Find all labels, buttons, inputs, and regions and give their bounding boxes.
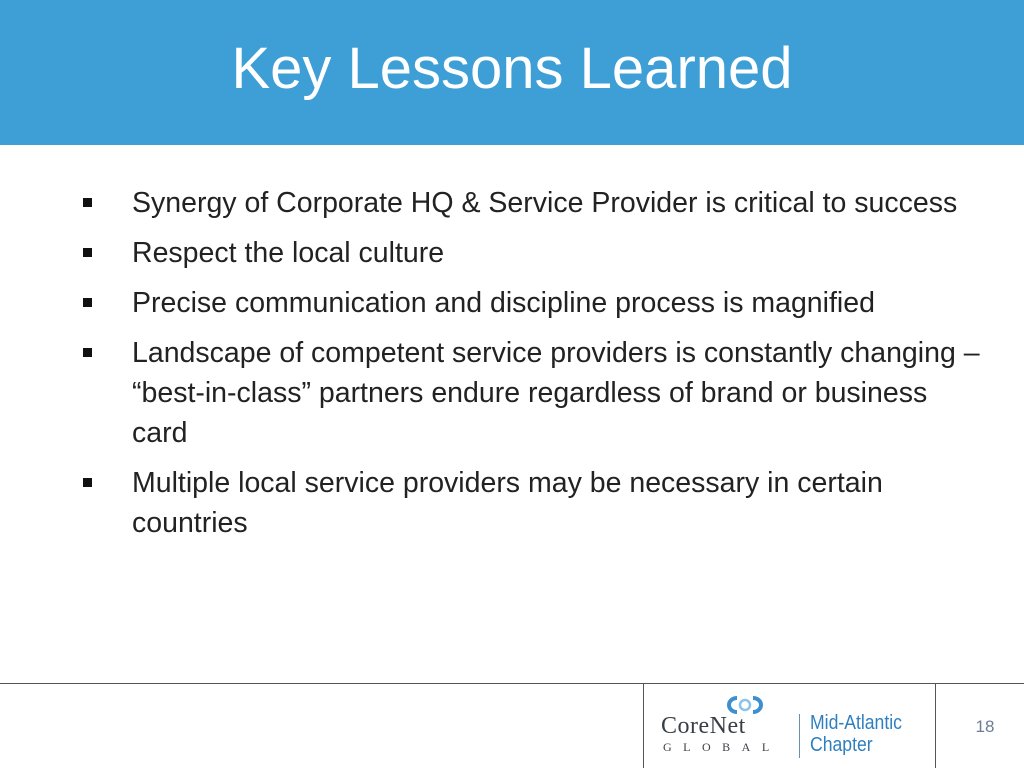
square-bullet-icon (83, 248, 92, 257)
title-bar (0, 0, 1024, 145)
chapter-line-1: Mid-Atlantic (810, 712, 902, 734)
square-bullet-icon (83, 348, 92, 357)
bullet-item (80, 233, 980, 273)
bullet-text: Synergy of Corporate HQ & Service Provider is critical to success (132, 187, 958, 219)
bullet-item (80, 463, 980, 543)
bullet-text: Multiple local service providers may be necessary in certain countries (132, 467, 883, 539)
global-logo-text: GLOBAL (663, 740, 781, 754)
logo-divider (799, 714, 800, 758)
bullet-item (80, 283, 980, 323)
corenet-logo-text: CoreNet (661, 713, 746, 739)
chapter-name (810, 712, 902, 756)
bullet-item (80, 183, 980, 223)
slide-title: Key Lessons Learned (231, 36, 793, 101)
bullet-text: Landscape of competent service providers is constantly changing – “best-in-class” partners endure regardless of brand or business card (132, 337, 980, 449)
bullet-text: Precise communication and discipline process is magnified (132, 287, 875, 319)
square-bullet-icon (83, 478, 92, 487)
page-number: 18 (975, 717, 995, 736)
bullet-list (80, 183, 980, 553)
square-bullet-icon (83, 198, 92, 207)
bullet-item (80, 333, 980, 453)
chapter-line-2: Chapter (810, 734, 873, 756)
square-bullet-icon (83, 298, 92, 307)
bullet-text: Respect the local culture (132, 237, 445, 269)
